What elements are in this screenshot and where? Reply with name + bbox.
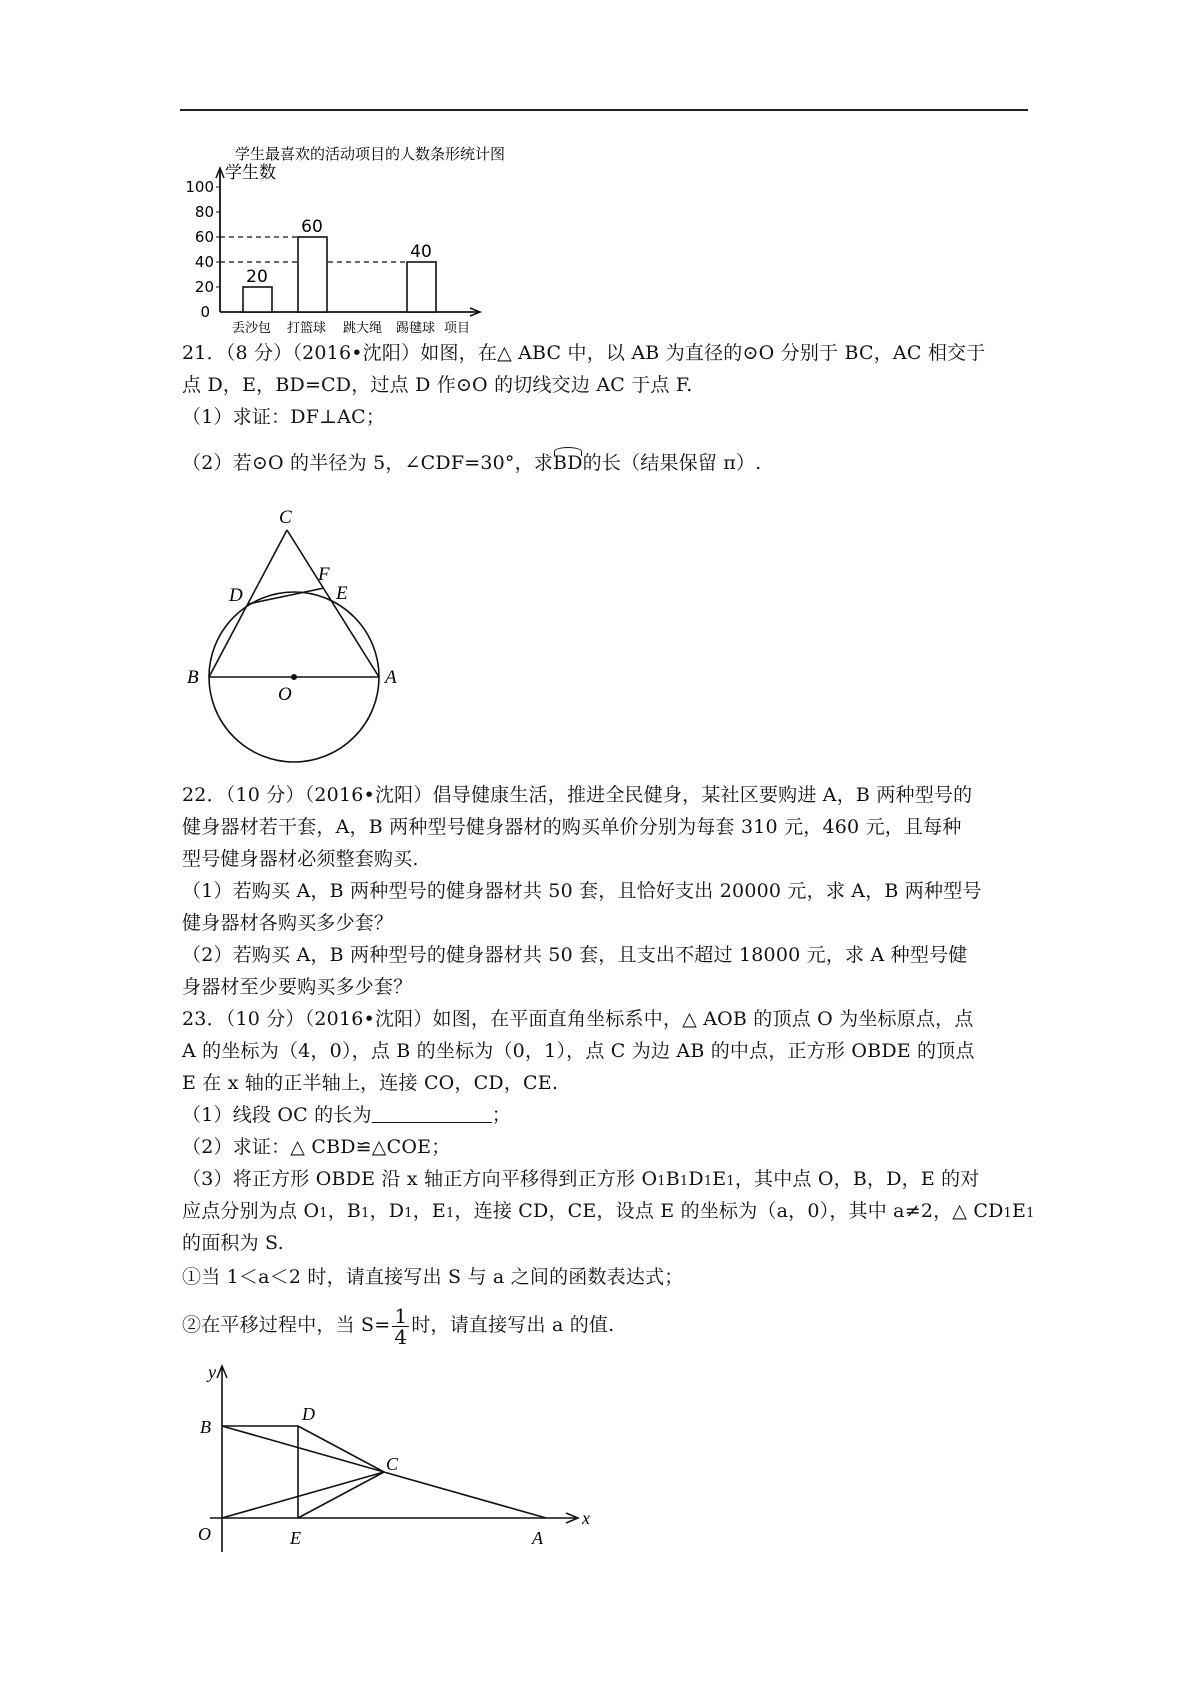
q23-line1: 23．（10 分）（2016•沈阳）如图，在平面直角坐标系中，△ AOB 的顶点 O 为坐标原点，点 (182, 1008, 974, 1030)
y-tick-100: 100 (185, 178, 214, 196)
chart-ylabel: 学生数 (225, 163, 276, 183)
q21-part2-b: 的长（结果保留 π）. (582, 452, 762, 474)
chart-xlabel: 项目 (444, 321, 471, 336)
category-label: 跳大绳 (343, 321, 383, 336)
axis-x-label: x (582, 1508, 590, 1528)
q22-line2: 健身器材若干套，A，B 两种型号健身器材的购买单价分别为每套 310 元，460 元，且每种 (182, 816, 962, 838)
q23-part3-l1a: （3）将正方形 OBDE 沿 x 轴正方向平移得到正方形 O (182, 1168, 658, 1190)
coordinate-figure (180, 1350, 600, 1580)
q21-part2-a: （2）若⊙O 的半径为 5，∠CDF=30°，求 (182, 452, 554, 474)
y-tick-20: 20 (194, 278, 214, 296)
bar-value-label: 20 (246, 267, 268, 287)
header-rule (180, 109, 1028, 111)
bar-value-label: 60 (301, 217, 323, 237)
q23-sub1: ①当 1＜a＜2 时，请直接写出 S 与 a 之间的函数表达式； (182, 1266, 684, 1288)
q21-line2: 点 D，E，BD=CD，过点 D 作⊙O 的切线交边 AC 于点 F. (182, 374, 693, 396)
q23-sub2 (182, 1302, 614, 1350)
point-c-label: C (279, 507, 292, 528)
q23-sub2-b: 时，请直接写出 a 的值. (411, 1314, 615, 1336)
category-label: 丢沙包 (232, 321, 272, 336)
q22-line4: （1）若购买 A，B 两种型号的健身器材共 50 套，且恰好支出 20000 元，求 A，B 两种型号 (182, 880, 982, 902)
q22-line3: 型号健身器材必须整套购买. (182, 848, 419, 870)
q21-part2 (182, 452, 761, 474)
q23-part3-line2: 应点分别为点 O1，B1，D1，E1，连接 CD，CE，设点 E 的坐标为（a，0），其中 a≠2，△ CD1E1 (182, 1200, 1035, 1222)
q22-line5: 健身器材各购买多少套？ (182, 912, 394, 934)
point-o-label: O (198, 1524, 211, 1544)
point-d-label: D (302, 1404, 315, 1424)
q23-part3-l2a: 应点分别为点 O (182, 1200, 320, 1222)
bar-dalanqiu (298, 237, 327, 312)
point-a-label: A (532, 1528, 543, 1548)
q21-line1: 21．（8 分）（2016•沈阳）如图，在△ ABC 中，以 AB 为直径的⊙O 分别于 BC，AC 相交于 (182, 342, 986, 364)
point-a-label: A (385, 667, 397, 688)
q23-line3: E 在 x 轴的正半轴上，连接 CO，CD，CE. (182, 1072, 559, 1094)
circle-figure (180, 500, 420, 770)
q23-part3-l2b: ，连接 CD，CE，设点 E 的坐标为（a，0），其中 a≠2，△ CD (454, 1200, 1004, 1222)
bar-chart (180, 140, 506, 340)
q23-part3-line1: （3）将正方形 OBDE 沿 x 轴正方向平移得到正方形 O1B1D1E1，其中点 O，B，D，E 的对 (182, 1168, 980, 1190)
bar-value-label: 40 (410, 242, 432, 262)
chart-title: 学生最喜欢的活动项目的人数条形统计图 (235, 145, 506, 163)
arc-bd: BD (553, 452, 583, 474)
y-ticks (185, 178, 220, 321)
q22-line1: 22．（10 分）（2016•沈阳）倡导健康生活，推进全民健身，某社区要购进 A，B 两种型号的 (182, 784, 973, 806)
y-tick-40: 40 (194, 253, 214, 271)
point-o-label: O (278, 684, 292, 705)
point-b-label: B (187, 667, 199, 688)
q23-part3-line3: 的面积为 S. (182, 1232, 284, 1254)
fraction-quarter: $\frac{1}{4}$ (394, 1303, 408, 1349)
q23-part1-b: ； (491, 1104, 511, 1126)
q23-line2: A 的坐标为（4，0），点 B 的坐标为（0，1），点 C 为边 AB 的中点，正方形 OBDE 的顶点 (182, 1040, 975, 1062)
point-e-label: E (336, 583, 348, 604)
point-d-label: D (229, 585, 243, 606)
q22-line6: （2）若购买 A，B 两种型号的健身器材共 50 套，且支出不超过 18000 元，求 A 种型号健 (182, 944, 968, 966)
y-tick-0: 0 (200, 303, 210, 321)
y-tick-60: 60 (194, 228, 214, 246)
q23-part1-a: （1）线段 OC 的长为 (182, 1104, 372, 1126)
q23-part3-l1b: ，其中点 O，B，D，E 的对 (734, 1168, 980, 1190)
bar-tijianqiu (407, 262, 436, 312)
category-label: 打篮球 (287, 321, 327, 336)
y-tick-80: 80 (194, 203, 214, 221)
q21-part1: （1）求证：DF⊥AC； (182, 406, 386, 428)
answer-blank (372, 1106, 492, 1123)
point-f-label: F (318, 564, 330, 585)
category-label: 踢毽球 (396, 321, 436, 336)
axis-y-label: y (208, 1362, 216, 1382)
q23-part2: （2）求证：△ CBD≌△COE； (182, 1136, 451, 1158)
point-e-label: E (290, 1528, 301, 1548)
point-b-label: B (200, 1417, 211, 1437)
point-c-label: C (386, 1454, 399, 1474)
q22-line7: 身器材至少要购买多少套？ (182, 976, 413, 998)
q23-sub2-a: ②在平移过程中，当 S= (182, 1314, 391, 1336)
q23-part1 (182, 1104, 511, 1126)
bar-diushabao (243, 287, 272, 312)
